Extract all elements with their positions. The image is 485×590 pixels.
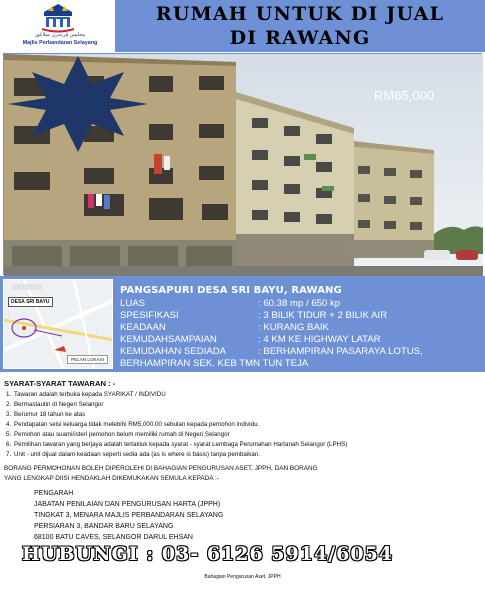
condition-item: 2. Bermastautin di Negeri Selangor <box>6 401 104 408</box>
spec-value: : KURANG BAIK <box>258 322 329 333</box>
spec-key: KEMUDAHSAMPAIAN <box>120 334 217 345</box>
page-title-line2: DI RAWANG <box>229 27 371 49</box>
condition-item: 4. Pendapatan seisi keluarga tidak melebihi RM5,000.00 sebulan kepada pemohon individu. <box>6 421 260 428</box>
crest-icon <box>38 2 78 34</box>
footer-note: Bahagian Pengurusan Aset, JPPH <box>204 574 281 580</box>
condition-item: 7. Unit - unit dijual dalam keadaan seperti sedia ada (as is where is basis) tanpa pembaikan. <box>6 451 260 458</box>
application-note-line1: BORANG PERMOHONAN BOLEH DIPEROLEHI DI BAHAGIAN PENGURUSAN ASET, JPPH, DAN BORANG <box>4 465 318 472</box>
mps-logo <box>10 2 110 50</box>
title-banner <box>115 0 485 52</box>
spec-value-continued: BERHAMPIRAN SEK. KEB TMN TUN TEJA <box>120 358 309 369</box>
header <box>0 0 485 52</box>
contact-phone: HUBUNGI : 03- 6126 5914/6054 <box>22 543 394 565</box>
spec-value: : 60.38 mp / 650 kp <box>258 298 341 309</box>
condition-item: 1. Tawaran adalah terbuka kepada SYARIKAT / INDIVIDU <box>6 391 166 398</box>
spec-key: KEADAAN <box>120 322 166 333</box>
address-line: PERSIARAN 3, BANDAR BARU SELAYANG <box>34 523 174 530</box>
building-photo <box>3 53 482 275</box>
spec-key: SPESIFIKASI <box>120 310 179 321</box>
spec-key: LUAS <box>120 298 146 309</box>
page-title-line1: RUMAH UNTUK DI JUAL <box>155 3 445 25</box>
spec-key: KEMUDAHAN SEDIADA <box>120 346 227 357</box>
location-plan-button[interactable]: PELAN LOKASI <box>67 355 108 364</box>
application-note-line2: YANG LENGKAP DIISI HENDAKLAH DIKEMUKAKAN SEMULA KEPADA :- <box>4 475 219 482</box>
spec-value: : 3 BILIK TIDUR + 2 BILIK AIR <box>258 310 388 321</box>
location-map[interactable] <box>3 279 113 369</box>
address-line: 68100 BATU CAVES, SELANGOR DARUL EHSAN <box>34 534 193 541</box>
address-line: TINGKAT 3, MENARA MAJLIS PERBANDARAN SELAYANG <box>34 512 224 519</box>
condition-item: 3. Berumur 18 tahun ke atas <box>6 411 86 418</box>
logo-text: Majlis Perbandaran Selayang <box>22 40 98 46</box>
property-title: PANGSAPURI DESA SRI BAYU, RAWANG <box>120 285 342 296</box>
spec-value: : 4 KM KE HIGHWAY LATAR <box>258 334 381 345</box>
address-line: PENGARAH <box>34 490 74 497</box>
map-location-label: DESA SRI BAYU <box>8 297 53 307</box>
logo-jawi-text: مجليس ڤربندرن سلاڠور <box>34 32 86 38</box>
address-line: JABATAN PENILAIAN DAN PENGURUSAN HARTA (JPPH) <box>34 501 221 508</box>
price-star-icon <box>4 54 152 154</box>
price-label: RM65,000 <box>374 88 434 103</box>
conditions-title: SYARAT-SYARAT TAWARAN : - <box>4 379 116 388</box>
spec-value: : BERHAMPIRAN PASARAYA LOTUS, <box>258 346 423 357</box>
condition-item: 6. Pemilihan tawaran yang berjaya adalah tertakluk kepada syarat - syarat Lembaga Perumahan Hartanah Selangor (LPHS) <box>6 441 348 448</box>
condition-item: 5. Pemohon atau suami/isteri pemohon belum memiliki rumah di Negeri Selangor <box>6 431 230 438</box>
